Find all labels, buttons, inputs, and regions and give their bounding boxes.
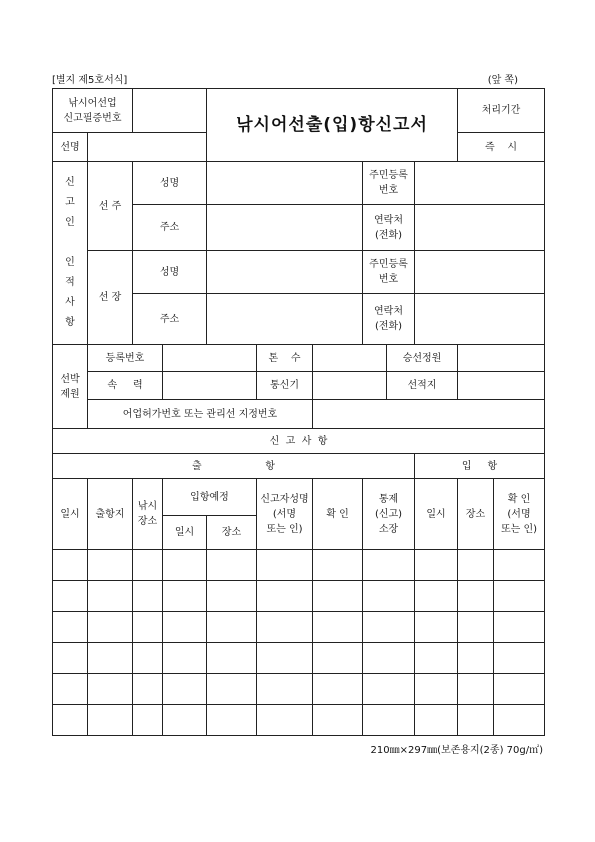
captain-name-field[interactable] <box>207 251 363 294</box>
comm-field[interactable] <box>313 372 387 400</box>
entry-cell[interactable] <box>313 550 363 581</box>
cert-no-label: 낚시어선업 신고필증번호 <box>53 89 133 133</box>
entry-cell[interactable] <box>88 674 133 705</box>
entry-cell[interactable] <box>458 705 494 736</box>
tonnage-label: 톤 수 <box>257 345 313 372</box>
entry-cell[interactable] <box>207 643 257 674</box>
form-title: 낚시어선출(입)항신고서 <box>207 89 458 162</box>
entry-cell[interactable] <box>163 705 207 736</box>
entry-cell[interactable] <box>313 581 363 612</box>
entry-cell[interactable] <box>313 643 363 674</box>
paper-spec-footer: 210㎜×297㎜(보존용지(2종) 70g/㎡) <box>370 745 543 756</box>
reporter-section-label: 신 고 인 인 적 사 항 <box>53 162 88 345</box>
entry-cell[interactable] <box>257 612 313 643</box>
processing-period-value: 즉 시 <box>458 133 545 162</box>
entry-cell[interactable] <box>163 643 207 674</box>
entry-cell[interactable] <box>363 612 415 643</box>
entry-cell[interactable] <box>133 550 163 581</box>
entry-cell[interactable] <box>494 550 545 581</box>
entry-cell[interactable] <box>163 581 207 612</box>
entry-cell[interactable] <box>53 643 88 674</box>
comm-label: 통신기 <box>257 372 313 400</box>
entry-cell[interactable] <box>363 550 415 581</box>
entry-cell[interactable] <box>207 612 257 643</box>
entry-cell[interactable] <box>88 581 133 612</box>
captain-label: 선 장 <box>88 251 133 345</box>
entry-cell[interactable] <box>363 705 415 736</box>
reporter-sign-header: 신고자성명 (서명 또는 인) <box>257 479 313 550</box>
entry-cell[interactable] <box>494 581 545 612</box>
captain-resident-no-field[interactable] <box>415 251 545 294</box>
entry-cell[interactable] <box>257 674 313 705</box>
entry-cell[interactable] <box>494 674 545 705</box>
ship-name-label: 선명 <box>53 133 88 162</box>
entry-cell[interactable] <box>415 612 458 643</box>
report-form-table <box>52 88 545 736</box>
capacity-field[interactable] <box>458 345 545 372</box>
entry-cell[interactable] <box>363 643 415 674</box>
entry-cell[interactable] <box>257 643 313 674</box>
entry-cell[interactable] <box>163 550 207 581</box>
entry-cell[interactable] <box>53 550 88 581</box>
entry-cell[interactable] <box>415 643 458 674</box>
dep-datetime-header: 일시 <box>53 479 88 550</box>
entry-cell[interactable] <box>257 550 313 581</box>
owner-resident-no-field[interactable] <box>415 162 545 205</box>
arr-place-header: 장소 <box>458 479 494 550</box>
entry-cell[interactable] <box>53 581 88 612</box>
entry-cell[interactable] <box>133 581 163 612</box>
entry-cell[interactable] <box>257 705 313 736</box>
report-items-heading: 신 고 사 항 <box>53 429 545 454</box>
owner-address-field[interactable] <box>207 205 363 251</box>
entry-cell[interactable] <box>363 581 415 612</box>
entry-cell[interactable] <box>133 643 163 674</box>
entry-cell[interactable] <box>415 550 458 581</box>
captain-address-label: 주소 <box>133 294 207 345</box>
entry-cell[interactable] <box>458 581 494 612</box>
vessel-specs-label: 선박 제원 <box>53 345 88 429</box>
entry-row <box>53 705 545 736</box>
entry-cell[interactable] <box>415 674 458 705</box>
entry-cell[interactable] <box>88 550 133 581</box>
entry-cell[interactable] <box>494 612 545 643</box>
entry-cell[interactable] <box>207 705 257 736</box>
form-number: [별지 제5호서식] <box>52 75 128 86</box>
owner-contact-label: 연락처 (전화) <box>363 205 415 251</box>
captain-address-field[interactable] <box>207 294 363 345</box>
entry-cell[interactable] <box>458 674 494 705</box>
owner-name-field[interactable] <box>207 162 363 205</box>
entry-row <box>53 674 545 705</box>
owner-label: 선 주 <box>88 162 133 251</box>
owner-address-label: 주소 <box>133 205 207 251</box>
entry-cell[interactable] <box>257 581 313 612</box>
entry-row <box>53 581 545 612</box>
entry-cell[interactable] <box>53 674 88 705</box>
entry-cell[interactable] <box>494 643 545 674</box>
speed-label: 속 력 <box>88 372 163 400</box>
entry-cell[interactable] <box>133 674 163 705</box>
owner-contact-field[interactable] <box>415 205 545 251</box>
dep-confirm-header: 확 인 <box>313 479 363 550</box>
entry-cell[interactable] <box>415 581 458 612</box>
entry-cell[interactable] <box>313 705 363 736</box>
entry-cell[interactable] <box>415 705 458 736</box>
reg-no-label: 등록번호 <box>88 345 163 372</box>
cert-no-field[interactable] <box>133 89 207 133</box>
entry-row <box>53 612 545 643</box>
fishing-place-header: 낚시 장소 <box>133 479 163 550</box>
processing-period-label: 처리기간 <box>458 89 545 133</box>
arr-datetime-header: 일시 <box>415 479 458 550</box>
captain-name-label: 성명 <box>133 251 207 294</box>
planned-datetime-header: 일시 <box>163 516 207 550</box>
captain-contact-label: 연락처 (전화) <box>363 294 415 345</box>
capacity-label: 승선정원 <box>387 345 458 372</box>
entry-cell[interactable] <box>494 705 545 736</box>
entry-cell[interactable] <box>163 674 207 705</box>
entry-cell[interactable] <box>53 705 88 736</box>
entry-cell[interactable] <box>133 612 163 643</box>
entry-cell[interactable] <box>458 612 494 643</box>
owner-resident-no-label: 주민등록 번호 <box>363 162 415 205</box>
arr-confirm-header: 확 인 (서명 또는 인) <box>494 479 545 550</box>
registry-label: 선적지 <box>387 372 458 400</box>
ship-name-field[interactable] <box>88 133 207 162</box>
planned-place-header: 장소 <box>207 516 257 550</box>
arrival-heading: 입 항 <box>415 454 545 479</box>
entry-cell[interactable] <box>207 674 257 705</box>
entry-cell[interactable] <box>88 612 133 643</box>
planned-entry-header: 입항예정 <box>163 479 257 516</box>
reg-no-field[interactable] <box>163 345 257 372</box>
captain-contact-field[interactable] <box>415 294 545 345</box>
tonnage-field[interactable] <box>313 345 387 372</box>
entry-cell[interactable] <box>458 643 494 674</box>
entry-cell[interactable] <box>88 643 133 674</box>
entry-cell[interactable] <box>88 705 133 736</box>
entry-cell[interactable] <box>53 612 88 643</box>
license-no-label: 어업허가번호 또는 관리선 지정번호 <box>88 400 313 429</box>
owner-name-label: 성명 <box>133 162 207 205</box>
entry-cell[interactable] <box>313 612 363 643</box>
entry-cell[interactable] <box>133 705 163 736</box>
entry-cell[interactable] <box>207 581 257 612</box>
license-no-field[interactable] <box>313 400 545 429</box>
registry-field[interactable] <box>458 372 545 400</box>
entry-cell[interactable] <box>207 550 257 581</box>
entry-row <box>53 643 545 674</box>
captain-resident-no-label: 주민등록 번호 <box>363 251 415 294</box>
entry-row <box>53 550 545 581</box>
entry-cell[interactable] <box>363 674 415 705</box>
speed-field[interactable] <box>163 372 257 400</box>
dep-port-header: 출항지 <box>88 479 133 550</box>
page-side: (앞 쪽) <box>487 75 518 86</box>
entry-cell[interactable] <box>458 550 494 581</box>
departure-heading: 출 항 <box>53 454 415 479</box>
entry-cell[interactable] <box>313 674 363 705</box>
control-header: 통제 (신고) 소장 <box>363 479 415 550</box>
entry-cell[interactable] <box>163 612 207 643</box>
